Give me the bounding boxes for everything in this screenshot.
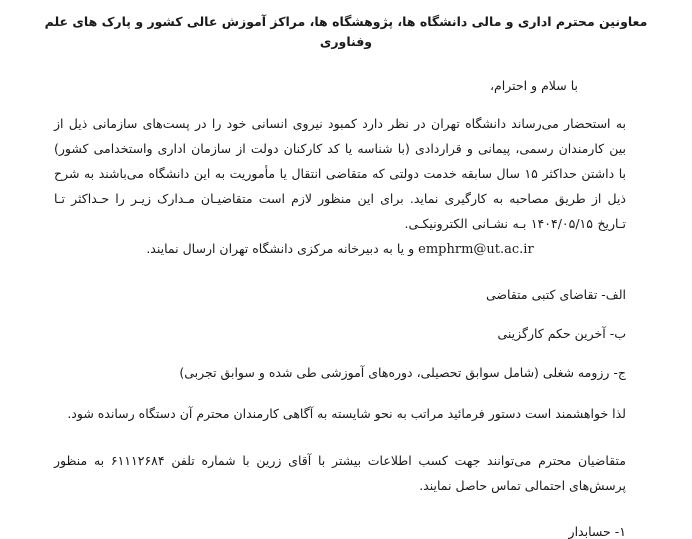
contact-information-paragraph: متقاضیان محترم می‌توانند جهت کسب اطلاعات بیشتر با آقای زرین با شماره تلفن ۶۱۱۱۲۶۸۴ به منظور پرسش‌های احتمالی تماس حاصل نمایند. [54, 453, 627, 494]
list-item: ب- آخرین حکم کارگزینی [497, 325, 626, 341]
email-address[interactable]: emphrm@ut.ac.ir [418, 242, 534, 257]
document-heading: معاونین محترم اداری و مالی دانشگاه ها، پژوهشگاه ها، مراکز آموزش عالی کشور و پارک های علم وفناوری [44, 14, 648, 49]
email-line [40, 236, 652, 263]
email-suffix-text: و یا به دبیرخانه مرکزی دانشگاه تهران ارسال نمایند. [146, 241, 415, 256]
salutation-text: با سلام و احترام، [489, 78, 578, 93]
main-body-paragraph: به استحضار می‌رساند دانشگاه تهران در نظر دارد کمبود نیروی انسانی خود را در پست‌های سازمانی ذیل از بین کارمندان رسمی، پیمانی و قراردادی (با شناسه یا کد کارکنان دولت از سازمان اداری واستخدامی کشور) با داشتن حداکثر ۱۵ سال سابقه خدمت دولتی که متقاضی انتقال یا مأموریت به این دانشگاه می‌باشند به شرح ذیل از طریق مصاحبه به کارگیری نماید. برای این منظور لازم است متقاضیـان مـدارک زیـر را حـداکثر تـا تـاریخ ۱۴۰۴/۰۵/۱۵ بـه نشـانی الکترونیکـی. [54, 116, 626, 231]
closing-request-paragraph: لذا خواهشمند است دستور فرمائید مراتب به نحو شایسته به آگاهی کارمندان محترم آن دستگاه رسانده شود. [67, 406, 626, 422]
position-list-item: ۱- حسابدار [568, 524, 626, 539]
list-item: الف- تقاضای کتبی متقاضی [485, 287, 626, 302]
list-item: ج- رزومه شغلی (شامل سوابق تحصیلی، دوره‌های آموزشی طی شده و سوابق تجربی) [179, 364, 626, 380]
